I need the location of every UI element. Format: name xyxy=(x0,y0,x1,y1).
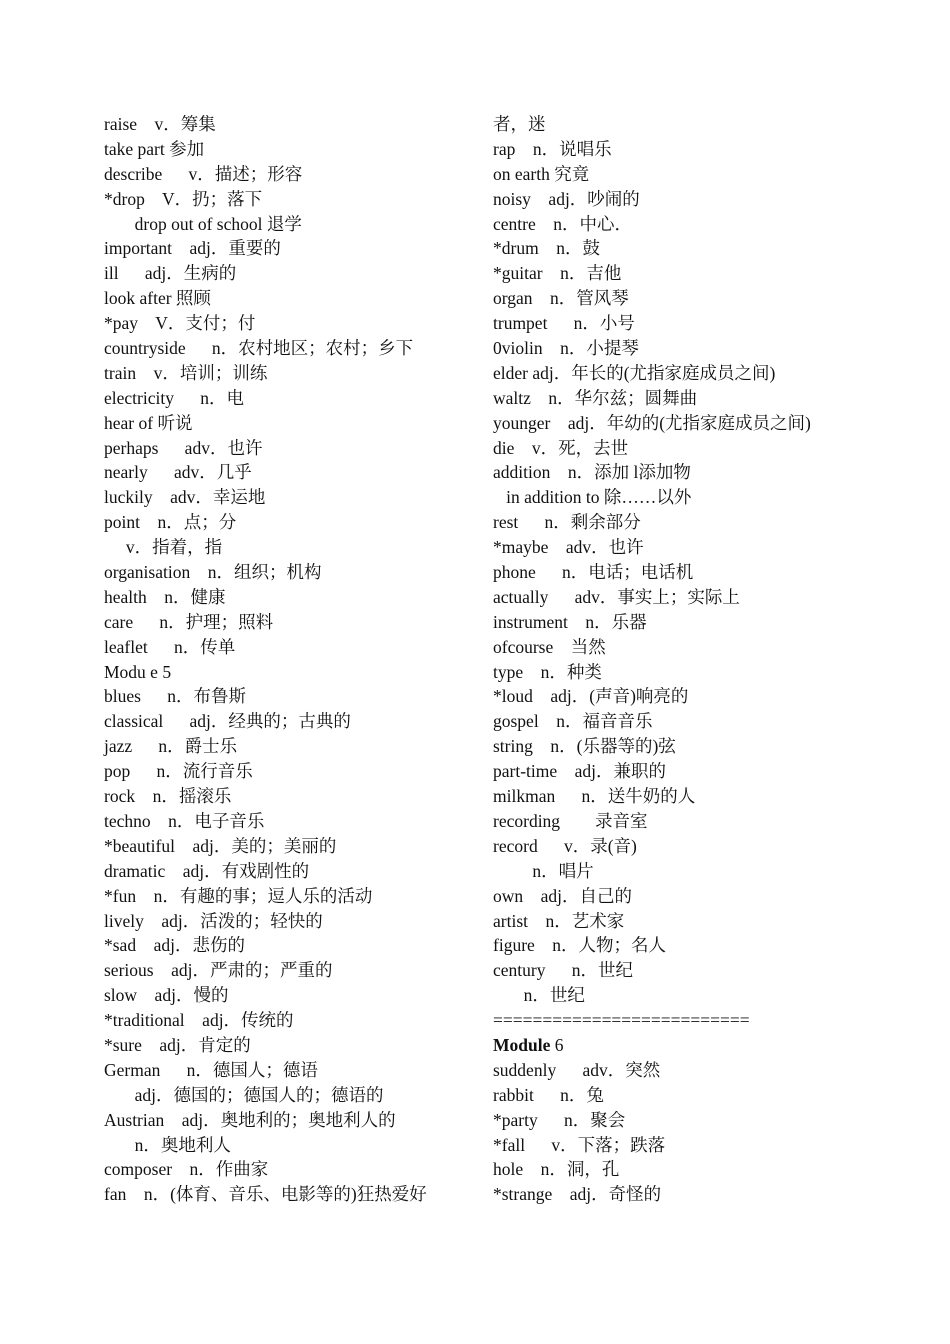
vocab-entry: rap n．说唱乐 xyxy=(493,138,612,159)
vocab-entry: n．奥地利人 xyxy=(104,1134,231,1155)
vocab-entry: luckily adv．幸运地 xyxy=(104,487,266,508)
vocab-entry: elder adj．年长的(尤指家庭成员之间) xyxy=(493,362,776,383)
vocab-entry: phone n．电话；电话机 xyxy=(493,562,694,583)
vocab-entry: German n．德国人；德语 xyxy=(104,1059,318,1080)
vocab-entry: *beautiful adj．美的；美丽的 xyxy=(104,835,337,856)
vocab-entry: serious adj．严肃的；严重的 xyxy=(104,960,333,981)
vocab-entry: *loud adj．(声音)响亮的 xyxy=(493,686,689,707)
vocab-entry: part-time adj．兼职的 xyxy=(493,761,667,782)
vocab-entry: *pay V．支付；付 xyxy=(104,313,256,334)
vocab-entry: blues n．布鲁斯 xyxy=(104,686,246,707)
vocab-entry: pop n．流行音乐 xyxy=(104,761,253,782)
vocab-entry: point n．点；分 xyxy=(104,512,237,533)
vocab-entry: record v．录(音) xyxy=(493,835,637,856)
vocab-entry: rest n．剩余部分 xyxy=(493,512,641,533)
vocab-entry: hole n．洞，孔 xyxy=(493,1159,620,1180)
vocab-entry: fan n．(体育、音乐、电影等的)狂热爱好 xyxy=(104,1184,427,1205)
vocab-entry: ill adj．生病的 xyxy=(104,263,237,284)
vocab-entry: *sure adj．肯定的 xyxy=(104,1034,251,1055)
vocab-entry: *drop V．扔；落下 xyxy=(104,188,263,209)
vocab-entry: type n．种类 xyxy=(493,661,602,682)
vocab-entry: hear of 听说 xyxy=(104,412,193,433)
vocab-entry: on earth 究竟 xyxy=(493,163,590,184)
vocab-entry: train v．培训；训练 xyxy=(104,362,268,383)
vocab-entry: *guitar n．吉他 xyxy=(493,263,622,284)
vocab-entry: 0violin n．小提琴 xyxy=(493,338,639,359)
vocab-entry: century n．世纪 xyxy=(493,960,633,981)
module-heading-word: Module xyxy=(493,1034,551,1055)
vocab-entry: composer n．作曲家 xyxy=(104,1159,269,1180)
vocab-entry: classical adj．经典的；古典的 xyxy=(104,711,351,732)
vocab-entry: figure n．人物；名人 xyxy=(493,935,667,956)
vocab-entry: *sad adj．悲伤的 xyxy=(104,935,245,956)
vocab-entry: *maybe adv．也许 xyxy=(493,537,644,558)
vocab-entry: organisation n．组织；机构 xyxy=(104,562,322,583)
vocab-entry: trumpet n．小号 xyxy=(493,313,635,334)
vocab-entry: rabbit n．兔 xyxy=(493,1084,604,1105)
vocab-entry: rock n．摇滚乐 xyxy=(104,786,232,807)
vocab-entry: *party n．聚会 xyxy=(493,1109,626,1130)
vocab-entry: own adj．自己的 xyxy=(493,885,633,906)
vocab-entry: noisy adj．吵闹的 xyxy=(493,188,640,209)
vocab-entry: techno n．电子音乐 xyxy=(104,810,265,831)
vocab-entry: dramatic adj．有戏剧性的 xyxy=(104,860,310,881)
vocab-entry: actually adv．事实上；实际上 xyxy=(493,586,740,607)
vocab-entry: instrument n．乐器 xyxy=(493,611,647,632)
vocab-entry: artist n．艺术家 xyxy=(493,910,625,931)
vocab-entry: care n．护理；照料 xyxy=(104,611,274,632)
vocab-entry: Austrian adj．奥地利的；奥地利人的 xyxy=(104,1109,396,1130)
module-heading-number: 6 xyxy=(550,1034,564,1055)
vocab-entry: electricity n．电 xyxy=(104,387,244,408)
vocab-entry: take part 参加 xyxy=(104,138,205,159)
separator-rule: ========================== xyxy=(493,1010,750,1031)
vocab-entry: drop out of school 退学 xyxy=(104,213,302,234)
vocab-entry: v．指着，指 xyxy=(104,537,223,558)
vocab-entry: describe v．描述；形容 xyxy=(104,163,303,184)
vocab-entry: Modu e 5 xyxy=(104,661,172,682)
vocab-entry: waltz n．华尔兹；圆舞曲 xyxy=(493,387,698,408)
module-heading xyxy=(493,1033,873,1058)
vocab-entry: 者，迷 xyxy=(493,114,546,134)
vocab-entry: *drum n．鼓 xyxy=(493,238,600,259)
vocab-entry: milkman n．送牛奶的人 xyxy=(493,786,696,807)
vocab-entry: lively adj．活泼的；轻快的 xyxy=(104,910,323,931)
vocab-entry: raise v．筹集 xyxy=(104,114,216,134)
vocab-entry: jazz n．爵士乐 xyxy=(104,736,238,757)
vocab-entry: younger adj．年幼的(尤指家庭成员之间) xyxy=(493,412,811,433)
vocab-entry: health n．健康 xyxy=(104,586,226,607)
vocab-entry: centre n．中心． xyxy=(493,213,632,234)
vocab-entry: countryside n．农村地区；农村；乡下 xyxy=(104,338,414,359)
vocab-entry: n．唱片 xyxy=(493,860,594,881)
vocab-entry: perhaps adv．也许 xyxy=(104,437,263,458)
left-column xyxy=(104,112,484,1207)
vocab-entry: important adj．重要的 xyxy=(104,238,281,259)
vocab-entry: *fall v．下落；跌落 xyxy=(493,1134,666,1155)
vocab-entry: n．世纪 xyxy=(493,985,585,1006)
vocab-entry: *fun n．有趣的事；逗人乐的活动 xyxy=(104,885,373,906)
vocab-entry: ofcourse 当然 xyxy=(493,636,606,657)
vocab-entry: string n．(乐器等的)弦 xyxy=(493,736,676,757)
vocab-entry: look after 照顾 xyxy=(104,288,211,309)
vocab-entry: in addition to 除……以外 xyxy=(493,487,692,508)
vocab-entry: leaflet n．传单 xyxy=(104,636,236,657)
vocab-entry: *strange adj．奇怪的 xyxy=(493,1184,662,1205)
vocab-entry: addition n．添加 l添加物 xyxy=(493,462,691,483)
vocab-entry: nearly adv．几乎 xyxy=(104,462,252,483)
vocab-entry: adj．德国的；德国人的；德语的 xyxy=(104,1084,384,1105)
vocab-entry: slow adj．慢的 xyxy=(104,985,229,1006)
vocab-entry: suddenly adv．突然 xyxy=(493,1059,661,1080)
vocab-entry: gospel n．福音音乐 xyxy=(493,711,653,732)
vocab-entry: *traditional adj．传统的 xyxy=(104,1010,294,1031)
vocab-entry: organ n．管风琴 xyxy=(493,288,629,309)
vocab-entry: recording 录音室 xyxy=(493,810,648,831)
right-column xyxy=(493,112,873,1207)
vocab-entry: die v．死，去世 xyxy=(493,437,629,458)
